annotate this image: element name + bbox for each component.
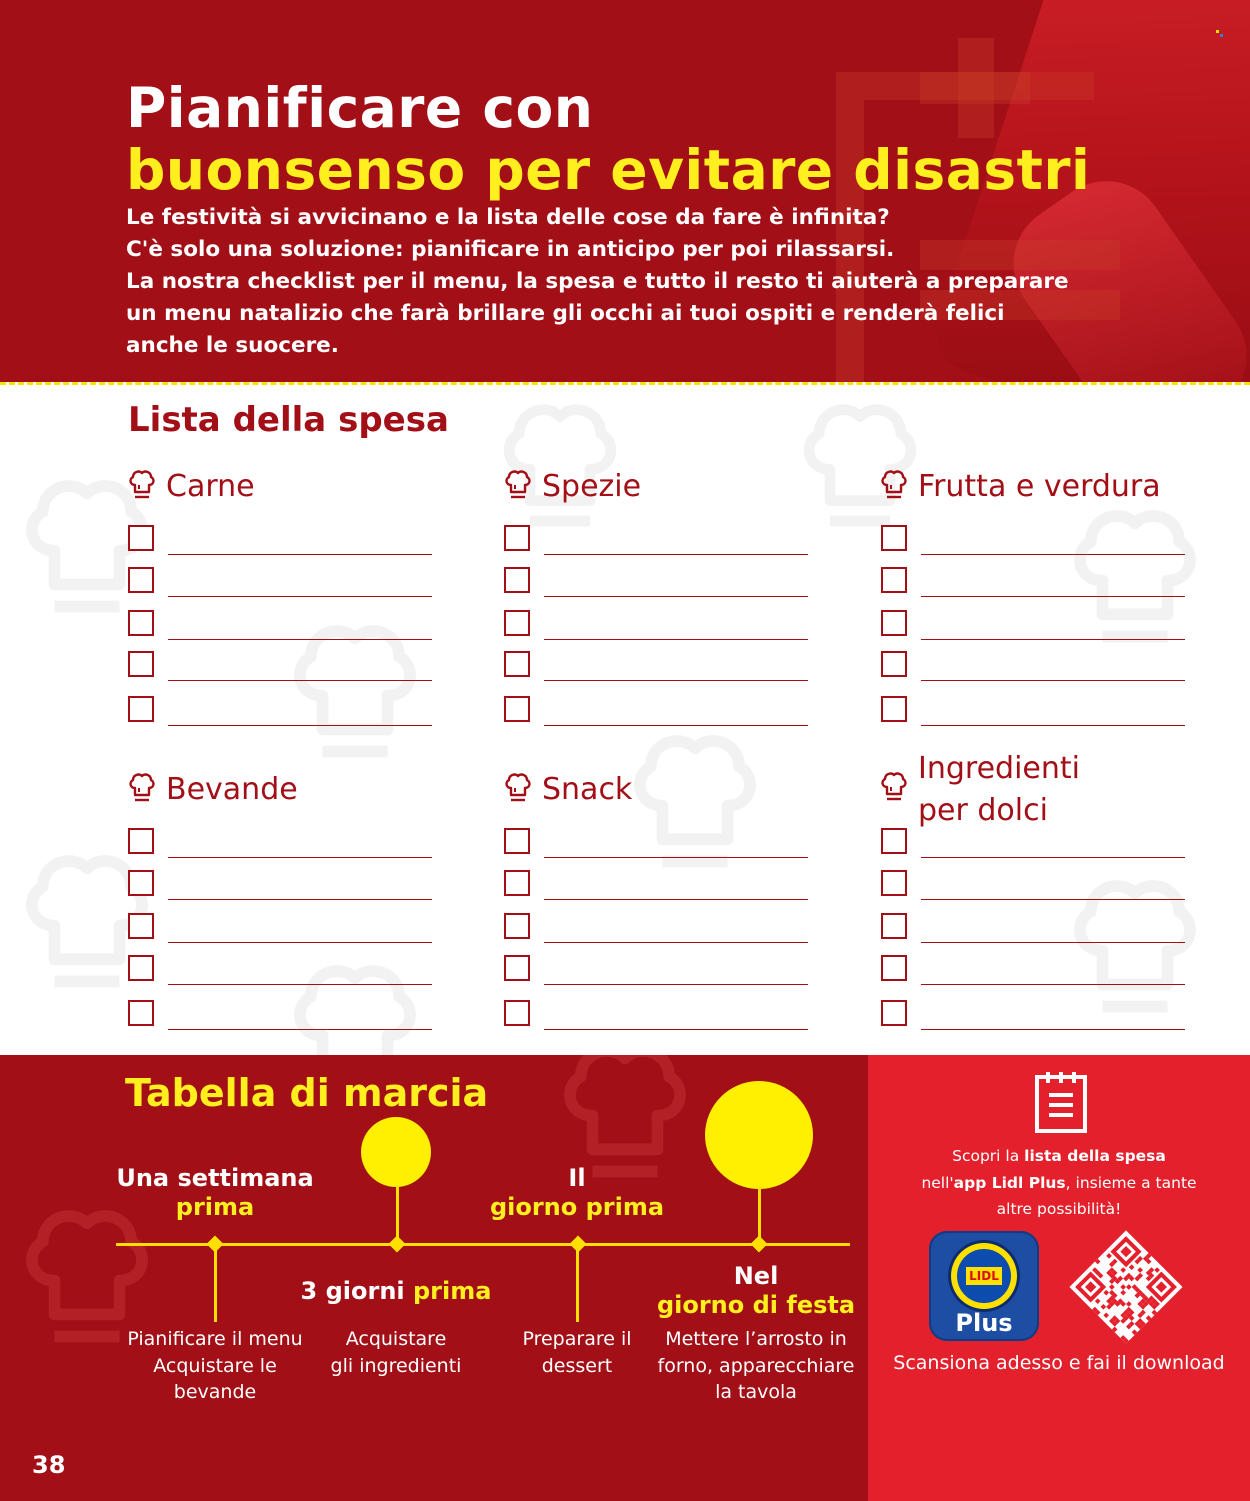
desc-line: Preparare il xyxy=(522,1328,632,1350)
checklist-row xyxy=(128,828,434,858)
checklist-row xyxy=(881,651,1187,681)
timeline-axis xyxy=(116,1243,850,1246)
app-name: Plus xyxy=(955,1309,1013,1337)
desc-line: Mettere l’arrosto in xyxy=(665,1328,847,1350)
step-heading-yellow: giorno di festa xyxy=(656,1291,856,1319)
promo-text-bold: lista della spesa xyxy=(1024,1147,1166,1165)
checklist-row xyxy=(128,870,434,900)
checklist-row xyxy=(504,955,810,985)
checklist-row xyxy=(128,955,434,985)
timeline-step-heading xyxy=(286,1277,506,1306)
intro-text xyxy=(126,202,1069,362)
checkbox[interactable] xyxy=(881,828,907,854)
write-in-line[interactable] xyxy=(921,725,1185,726)
checklist-row xyxy=(881,696,1187,726)
chef-hat-watermark-icon xyxy=(800,395,920,533)
checkbox[interactable] xyxy=(881,525,907,551)
step-heading-yellow: prima xyxy=(413,1277,492,1305)
checkbox[interactable] xyxy=(128,567,154,593)
category-label-line1: Ingredienti xyxy=(918,751,1080,786)
promo-text-bold: app Lidl Plus xyxy=(953,1173,1066,1192)
write-in-line[interactable] xyxy=(544,639,808,640)
checklist-row xyxy=(881,610,1187,640)
category-header xyxy=(880,466,1161,508)
checklist-row xyxy=(504,828,810,858)
scan-instruction: Scansiona adesso e fai il download xyxy=(893,1352,1225,1374)
checkbox[interactable] xyxy=(504,955,530,981)
checkbox[interactable] xyxy=(881,913,907,939)
lidl-logo xyxy=(951,1243,1017,1309)
intro-line: La nostra checklist per il menu, la spesa e tutto il resto ti aiuterà a preparare xyxy=(126,269,1069,294)
intro-line: un menu natalizio che farà brillare gli occhi ai tuoi ospiti e renderà felici xyxy=(126,301,1005,326)
checklist-row xyxy=(504,1000,810,1030)
checkbox[interactable] xyxy=(128,651,154,677)
chef-hat-watermark-icon xyxy=(500,395,620,533)
write-in-line[interactable] xyxy=(921,554,1185,555)
step-heading-yellow: prima xyxy=(175,1193,255,1221)
checkbox[interactable] xyxy=(504,610,530,636)
desc-line: bevande xyxy=(173,1381,257,1403)
timeline-step-description xyxy=(296,1326,496,1379)
page-number: 38 xyxy=(32,1451,66,1479)
checklist-row xyxy=(128,567,434,597)
desc-line: dessert xyxy=(541,1354,613,1377)
chef-hat-icon xyxy=(128,771,156,803)
checklist-row xyxy=(128,651,434,681)
clipboard-list-icon xyxy=(1034,1069,1088,1133)
timeline-step-heading xyxy=(115,1164,315,1222)
shopping-list-title: Lista della spesa xyxy=(128,400,449,440)
write-in-line[interactable] xyxy=(168,1029,432,1030)
promo-line: altre possibilità! xyxy=(996,1200,1122,1218)
timeline-step-description xyxy=(115,1326,315,1406)
write-in-line[interactable] xyxy=(544,857,808,858)
checklist-row xyxy=(881,955,1187,985)
checklist-row xyxy=(504,913,810,943)
timeline-circle-small xyxy=(361,1117,431,1187)
write-in-line[interactable] xyxy=(544,725,808,726)
write-in-line[interactable] xyxy=(544,680,808,681)
chef-hat-icon xyxy=(504,771,532,803)
lidl-logo-text: LIDL xyxy=(966,1267,1002,1285)
checkbox[interactable] xyxy=(504,651,530,677)
corner-mark-icon xyxy=(1216,30,1224,38)
checkbox[interactable] xyxy=(504,1000,530,1026)
checkbox[interactable] xyxy=(881,567,907,593)
timeline-panel xyxy=(0,1055,868,1501)
write-in-line[interactable] xyxy=(544,554,808,555)
checkbox[interactable] xyxy=(128,525,154,551)
write-in-line[interactable] xyxy=(544,596,808,597)
checkbox[interactable] xyxy=(128,955,154,981)
category-header xyxy=(504,466,641,508)
checklist-row xyxy=(881,1000,1187,1030)
write-in-line[interactable] xyxy=(168,639,432,640)
qr-code-icon[interactable] xyxy=(1066,1227,1186,1347)
checklist-row xyxy=(128,696,434,726)
checklist-row xyxy=(504,696,810,726)
chef-hat-icon xyxy=(880,468,908,500)
promo-line xyxy=(868,1170,1250,1197)
write-in-line[interactable] xyxy=(921,1029,1185,1030)
checklist-row xyxy=(881,870,1187,900)
timeline-title: Tabella di marcia xyxy=(125,1071,489,1115)
write-in-line[interactable] xyxy=(544,942,808,943)
lidl-plus-app-icon[interactable] xyxy=(929,1231,1039,1341)
timeline-step-description xyxy=(646,1326,866,1406)
timeline-stem xyxy=(576,1246,579,1322)
write-in-line[interactable] xyxy=(544,1029,808,1030)
timeline-marker xyxy=(751,1236,768,1253)
timeline-stem xyxy=(214,1246,217,1322)
timeline-step-heading xyxy=(646,1262,866,1320)
timeline-circle-large xyxy=(705,1081,813,1189)
desc-line: forno, apparecchiare xyxy=(657,1354,855,1377)
chef-hat-icon xyxy=(128,468,156,500)
category-label: Snack xyxy=(542,772,633,807)
write-in-line[interactable] xyxy=(168,596,432,597)
checkbox[interactable] xyxy=(504,913,530,939)
write-in-line[interactable] xyxy=(921,899,1185,900)
chef-hat-icon xyxy=(504,468,532,500)
plus-decoration-horizontal xyxy=(920,72,1030,104)
lidl-logo-inner xyxy=(957,1249,1011,1303)
category-header xyxy=(128,466,255,508)
write-in-line[interactable] xyxy=(168,680,432,681)
checklist-row xyxy=(504,610,810,640)
category-label: Carne xyxy=(166,469,255,504)
write-in-line[interactable] xyxy=(168,942,432,943)
intro-line: Le festività si avvicinano e la lista delle cose da fare è infinita? xyxy=(126,205,890,230)
category-label-line2: per dolci xyxy=(918,793,1048,828)
checkbox[interactable] xyxy=(504,567,530,593)
checklist-row xyxy=(504,525,810,555)
checkbox[interactable] xyxy=(504,696,530,722)
write-in-line[interactable] xyxy=(921,680,1185,681)
checkbox[interactable] xyxy=(881,955,907,981)
checkbox[interactable] xyxy=(128,828,154,854)
step-heading-white: Nel xyxy=(733,1262,779,1290)
checklist-row xyxy=(504,870,810,900)
header-banner xyxy=(0,0,1250,382)
dashed-divider xyxy=(0,382,1250,385)
checkbox[interactable] xyxy=(128,610,154,636)
checklist-row xyxy=(128,1000,434,1030)
promo-text-part: Scopri la xyxy=(952,1147,1025,1165)
write-in-line[interactable] xyxy=(168,725,432,726)
category-header xyxy=(504,769,632,811)
page-title-line2: buonsenso per evitare disastri xyxy=(126,138,1091,202)
write-in-line[interactable] xyxy=(921,984,1185,985)
write-in-line[interactable] xyxy=(544,984,808,985)
write-in-line[interactable] xyxy=(168,554,432,555)
write-in-line[interactable] xyxy=(168,899,432,900)
promo-text-part: , insieme a tante xyxy=(1065,1173,1197,1192)
checkbox[interactable] xyxy=(881,870,907,896)
checkbox[interactable] xyxy=(128,870,154,896)
write-in-line[interactable] xyxy=(168,857,432,858)
step-heading-white: Una settimana xyxy=(116,1164,314,1192)
category-label xyxy=(918,748,1080,832)
chef-hat-icon xyxy=(880,770,908,802)
checkbox[interactable] xyxy=(504,828,530,854)
write-in-line[interactable] xyxy=(921,596,1185,597)
step-heading-white: 3 giorni xyxy=(300,1277,405,1305)
category-label: Spezie xyxy=(542,469,642,504)
timeline-step-heading xyxy=(467,1164,687,1222)
intro-line: anche le suocere. xyxy=(126,333,339,358)
desc-line: la tavola xyxy=(715,1381,797,1403)
checklist-row xyxy=(504,567,810,597)
category-header xyxy=(880,748,1080,832)
write-in-line[interactable] xyxy=(544,899,808,900)
checkbox[interactable] xyxy=(881,696,907,722)
page-title-line1: Pianificare con xyxy=(126,76,594,140)
checklist-row xyxy=(128,525,434,555)
promo-line xyxy=(868,1143,1250,1170)
checkbox[interactable] xyxy=(881,651,907,677)
desc-line: gli ingredienti xyxy=(330,1354,462,1377)
checkbox[interactable] xyxy=(881,610,907,636)
timeline-marker xyxy=(389,1236,406,1253)
step-heading-yellow: giorno prima xyxy=(489,1193,665,1221)
desc-line: Acquistare xyxy=(345,1328,447,1350)
checklist-row xyxy=(504,651,810,681)
category-label: Bevande xyxy=(166,772,298,807)
desc-line: Acquistare le xyxy=(153,1354,277,1377)
checklist-row xyxy=(881,913,1187,943)
checklist-row xyxy=(881,828,1187,858)
checkbox[interactable] xyxy=(128,696,154,722)
checklist-row xyxy=(881,525,1187,555)
checkbox[interactable] xyxy=(881,1000,907,1026)
category-label: Frutta e verdura xyxy=(918,469,1161,504)
checkbox[interactable] xyxy=(128,913,154,939)
checkbox[interactable] xyxy=(504,870,530,896)
desc-line: Pianificare il menu xyxy=(127,1328,303,1350)
checkbox[interactable] xyxy=(504,525,530,551)
step-heading-white: Il xyxy=(568,1164,586,1192)
promo-text xyxy=(868,1143,1250,1223)
checklist-row xyxy=(128,610,434,640)
category-header xyxy=(128,769,298,811)
write-in-line[interactable] xyxy=(921,857,1185,858)
write-in-line[interactable] xyxy=(921,942,1185,943)
checklist-row xyxy=(881,567,1187,597)
checkbox[interactable] xyxy=(128,1000,154,1026)
write-in-line[interactable] xyxy=(921,639,1185,640)
lidl-plus-promo xyxy=(868,1055,1250,1501)
write-in-line[interactable] xyxy=(168,984,432,985)
checklist-row xyxy=(128,913,434,943)
intro-line: C'è solo una soluzione: pianificare in anticipo per poi rilassarsi. xyxy=(126,237,895,262)
promo-text-part: nell' xyxy=(921,1173,954,1192)
